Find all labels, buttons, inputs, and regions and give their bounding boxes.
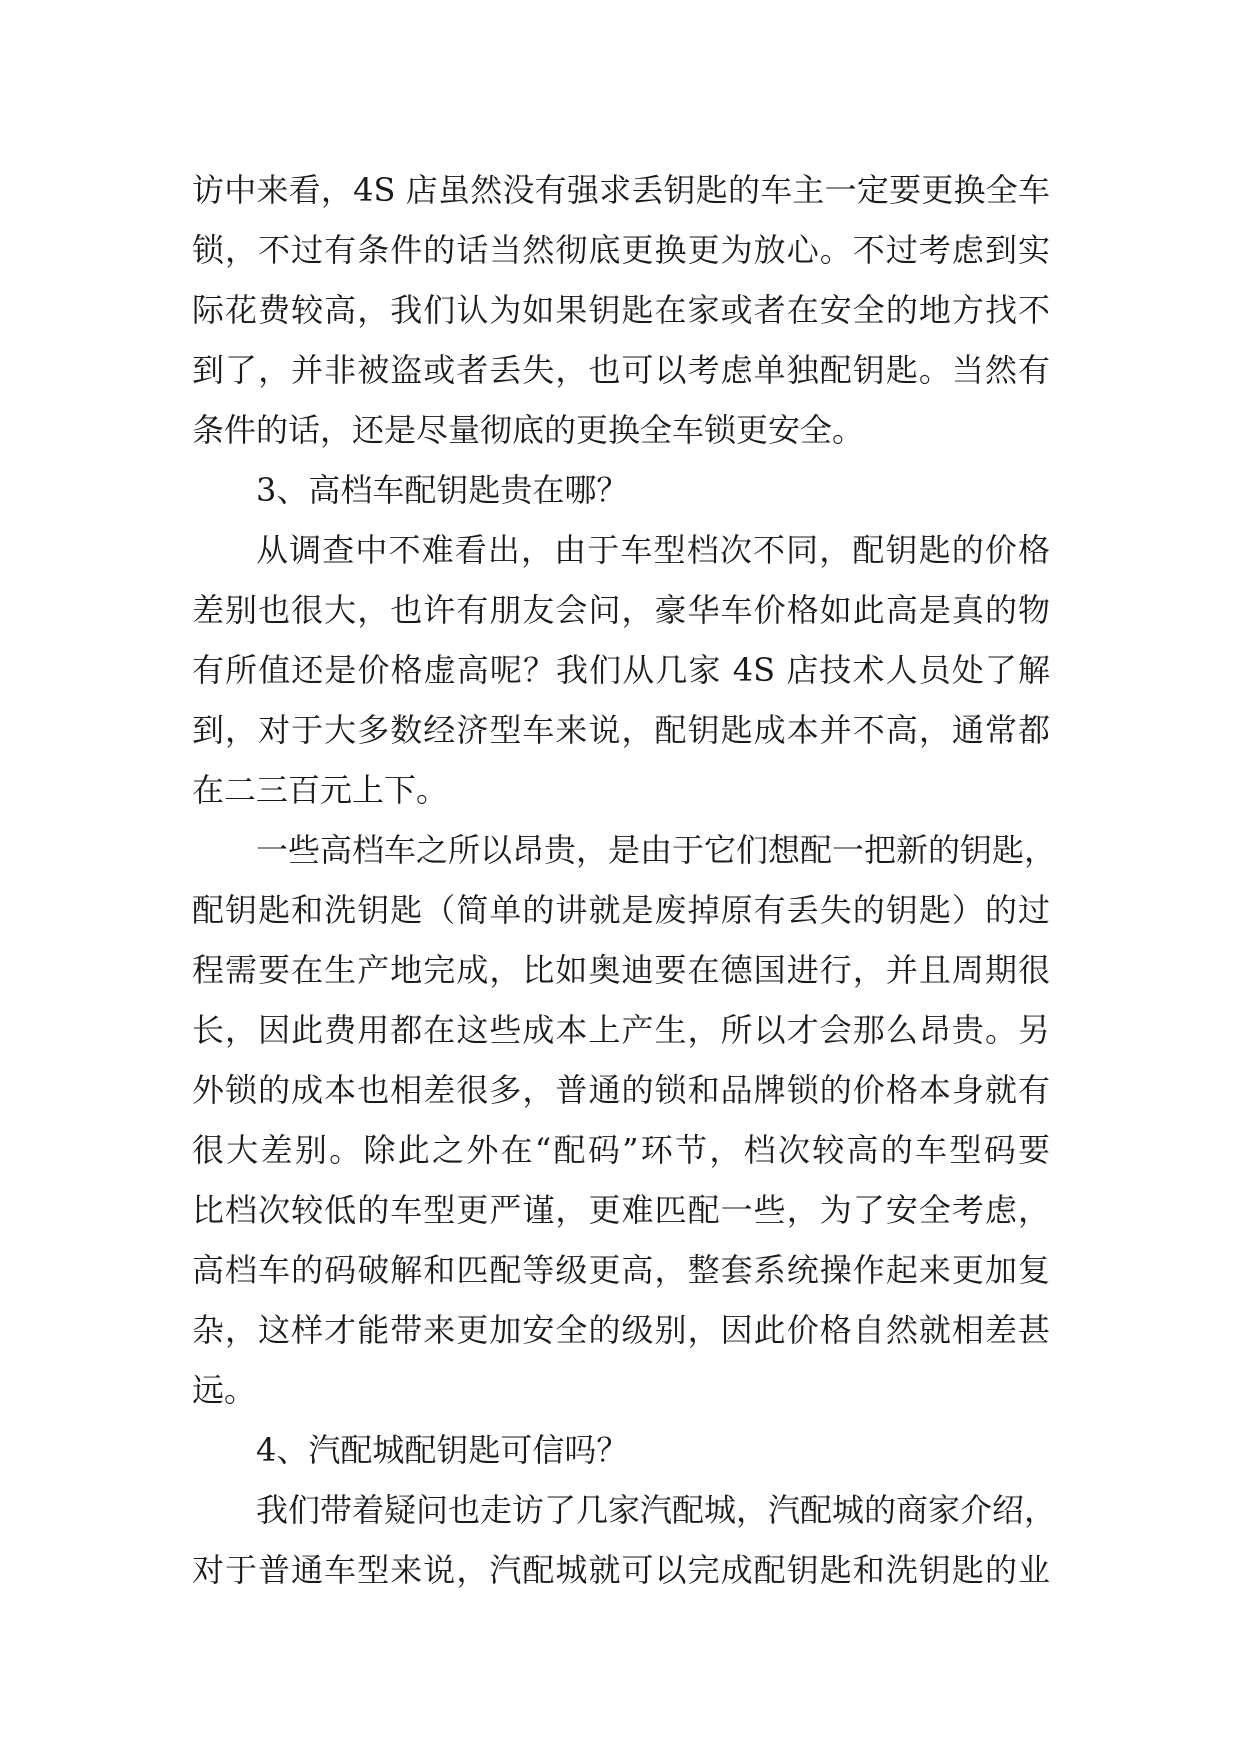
text-line: 条件的话，还是尽量彻底的更换全车锁更安全。	[192, 411, 865, 449]
text-line: 长，因此费用都在这些成本上产生，所以才会那么昂贵。另	[192, 1011, 1050, 1049]
text-line: 比档次较低的车型更严谨，更难匹配一些，为了安全考虑，	[192, 1191, 1050, 1229]
text-line: 配钥匙和洗钥匙（简单的讲就是废掉原有丢失的钥匙）的过	[192, 891, 1050, 929]
text-line: 外锁的成本也相差很多，普通的锁和品牌锁的价格本身就有	[192, 1071, 1050, 1109]
text-line: 高档车的码破解和匹配等级更高，整套系统操作起来更加复	[192, 1251, 1050, 1289]
text-line: 到了，并非被盗或者丢失，也可以考虑单独配钥匙。当然有	[192, 351, 1050, 389]
text-line: 我们带着疑问也走访了几家汽配城，汽配城的商家介绍，	[256, 1491, 1057, 1529]
text-line: 差别也很大，也许有朋友会问，豪华车价格如此高是真的物	[192, 591, 1050, 629]
text-line: 对于普通车型来说，汽配城就可以完成配钥匙和洗钥匙的业	[192, 1551, 1050, 1589]
text-line: 锁，不过有条件的话当然彻底更换更为放心。不过考虑到实	[192, 231, 1050, 269]
text-line: 到，对于大多数经济型车来说，配钥匙成本并不高，通常都	[192, 711, 1050, 749]
section-heading: 4、汽配城配钥匙可信吗？	[256, 1431, 629, 1469]
text-line: 访中来看，4S 店虽然没有强求丢钥匙的车主一定要更换全车	[192, 171, 1050, 209]
text-line: 有所值还是价格虚高呢？我们从几家 4S 店技术人员处了解	[192, 651, 1050, 689]
text-line: 杂，这样才能带来更加安全的级别，因此价格自然就相差甚	[192, 1311, 1050, 1349]
text-line: 在二三百元上下。	[192, 771, 449, 809]
document-body	[192, 160, 1057, 1600]
text-line: 际花费较高，我们认为如果钥匙在家或者在安全的地方找不	[192, 291, 1050, 329]
text-line: 很大差别。除此之外在“配码”环节，档次较高的车型码要	[192, 1131, 1050, 1169]
text-line: 从调查中不难看出，由于车型档次不同，配钥匙的价格	[256, 531, 1050, 569]
text-line: 远。	[192, 1371, 257, 1409]
section-heading: 3、高档车配钥匙贵在哪？	[256, 471, 629, 509]
text-line: 一些高档车之所以昂贵，是由于它们想配一把新的钥匙，	[256, 831, 1057, 869]
text-line: 程需要在生产地完成，比如奥迪要在德国进行，并且周期很	[192, 951, 1050, 989]
